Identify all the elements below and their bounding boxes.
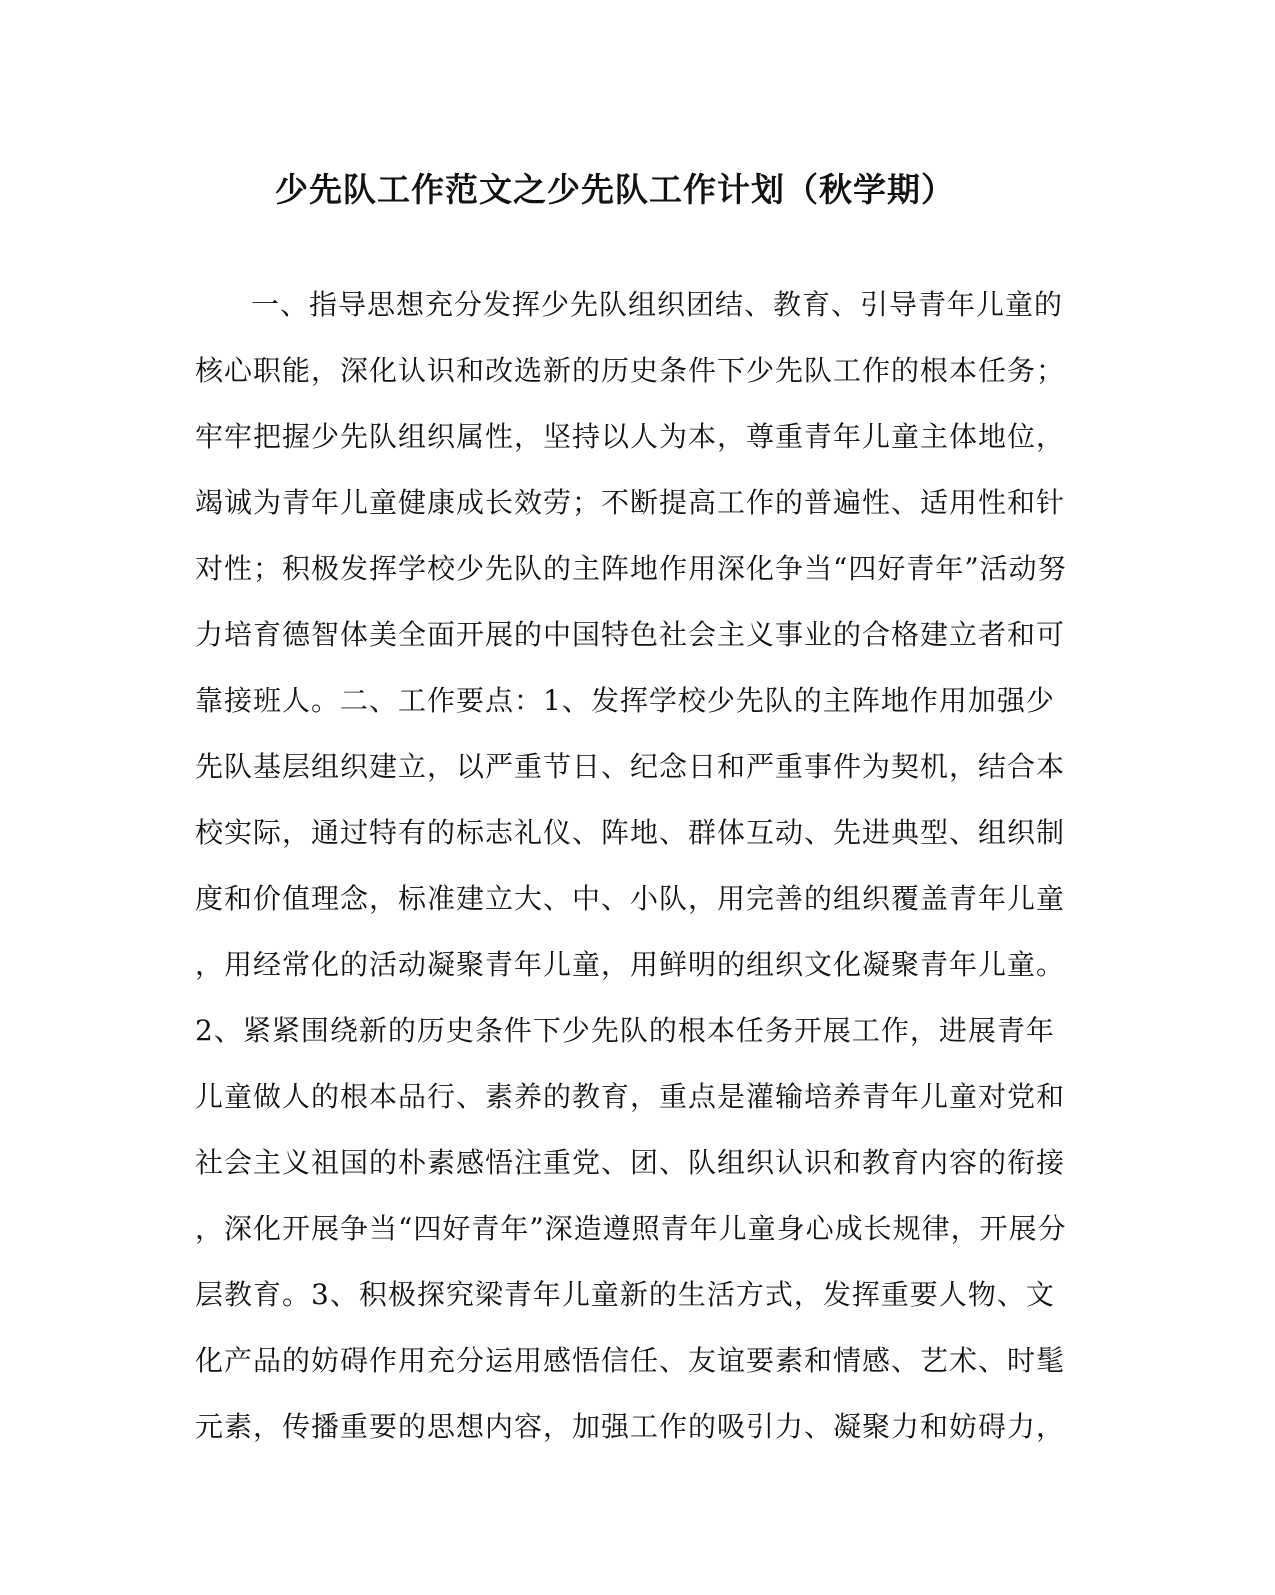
body-line-7: 靠接班人。二、工作要点：1、发挥学校少先队的主阵地作用加强少 bbox=[195, 684, 1055, 717]
body-line-12: 2、紧紧围绕新的历史条件下少先队的根本任务开展工作，进展青年 bbox=[195, 1014, 1055, 1047]
body-line-6: 力培育德智体美全面开展的中国特色社会主义事业的合格建立者和可 bbox=[195, 618, 1066, 651]
body-line-11: ，用经常化的活动凝聚青年儿童，用鲜明的组织文化凝聚青年儿童。 bbox=[195, 948, 1066, 981]
body-line-18: 元素，传播重要的思想内容，加强工作的吸引力、凝聚力和妨碍力， bbox=[195, 1410, 1066, 1443]
body-line-1: 一、指导思想充分发挥少先队组织团结、教育、引导青年儿童的 bbox=[251, 288, 1064, 321]
body-line-17: 化产品的妨碍作用充分运用感悟信任、友谊要素和情感、艺术、时髦 bbox=[195, 1344, 1066, 1377]
body-line-9: 校实际，通过特有的标志礼仪、阵地、群体互动、先进典型、组织制 bbox=[195, 816, 1066, 849]
body-line-15: ，深化开展争当“四好青年”深造遵照青年儿童身心成长规律，开展分 bbox=[195, 1212, 1067, 1245]
body-line-8: 先队基层组织建立，以严重节日、纪念日和严重事件为契机，结合本 bbox=[195, 750, 1066, 783]
document-title: 少先队工作范文之少先队工作计划（秋学期） bbox=[275, 170, 955, 209]
body-line-13: 儿童做人的根本品行、素养的教育，重点是灌输培养青年儿童对党和 bbox=[195, 1080, 1066, 1113]
document-body bbox=[195, 280, 1065, 1468]
body-line-16: 层教育。3、积极探究梁青年儿童新的生活方式，发挥重要人物、文 bbox=[195, 1278, 1055, 1311]
body-line-14: 社会主义祖国的朴素感悟注重党、团、队组织认识和教育内容的衔接 bbox=[195, 1146, 1066, 1179]
body-line-3: 牢牢把握少先队组织属性，坚持以人为本，尊重青年儿童主体地位， bbox=[195, 420, 1066, 453]
body-line-2: 核心职能，深化认识和改选新的历史条件下少先队工作的根本任务； bbox=[195, 354, 1066, 387]
body-line-5: 对性；积极发挥学校少先队的主阵地作用深化争当“四好青年”活动努 bbox=[195, 552, 1067, 585]
body-line-4: 竭诚为青年儿童健康成长效劳；不断提高工作的普遍性、适用性和针 bbox=[195, 486, 1066, 519]
body-line-10: 度和价值理念，标准建立大、中、小队，用完善的组织覆盖青年儿童 bbox=[195, 882, 1066, 915]
